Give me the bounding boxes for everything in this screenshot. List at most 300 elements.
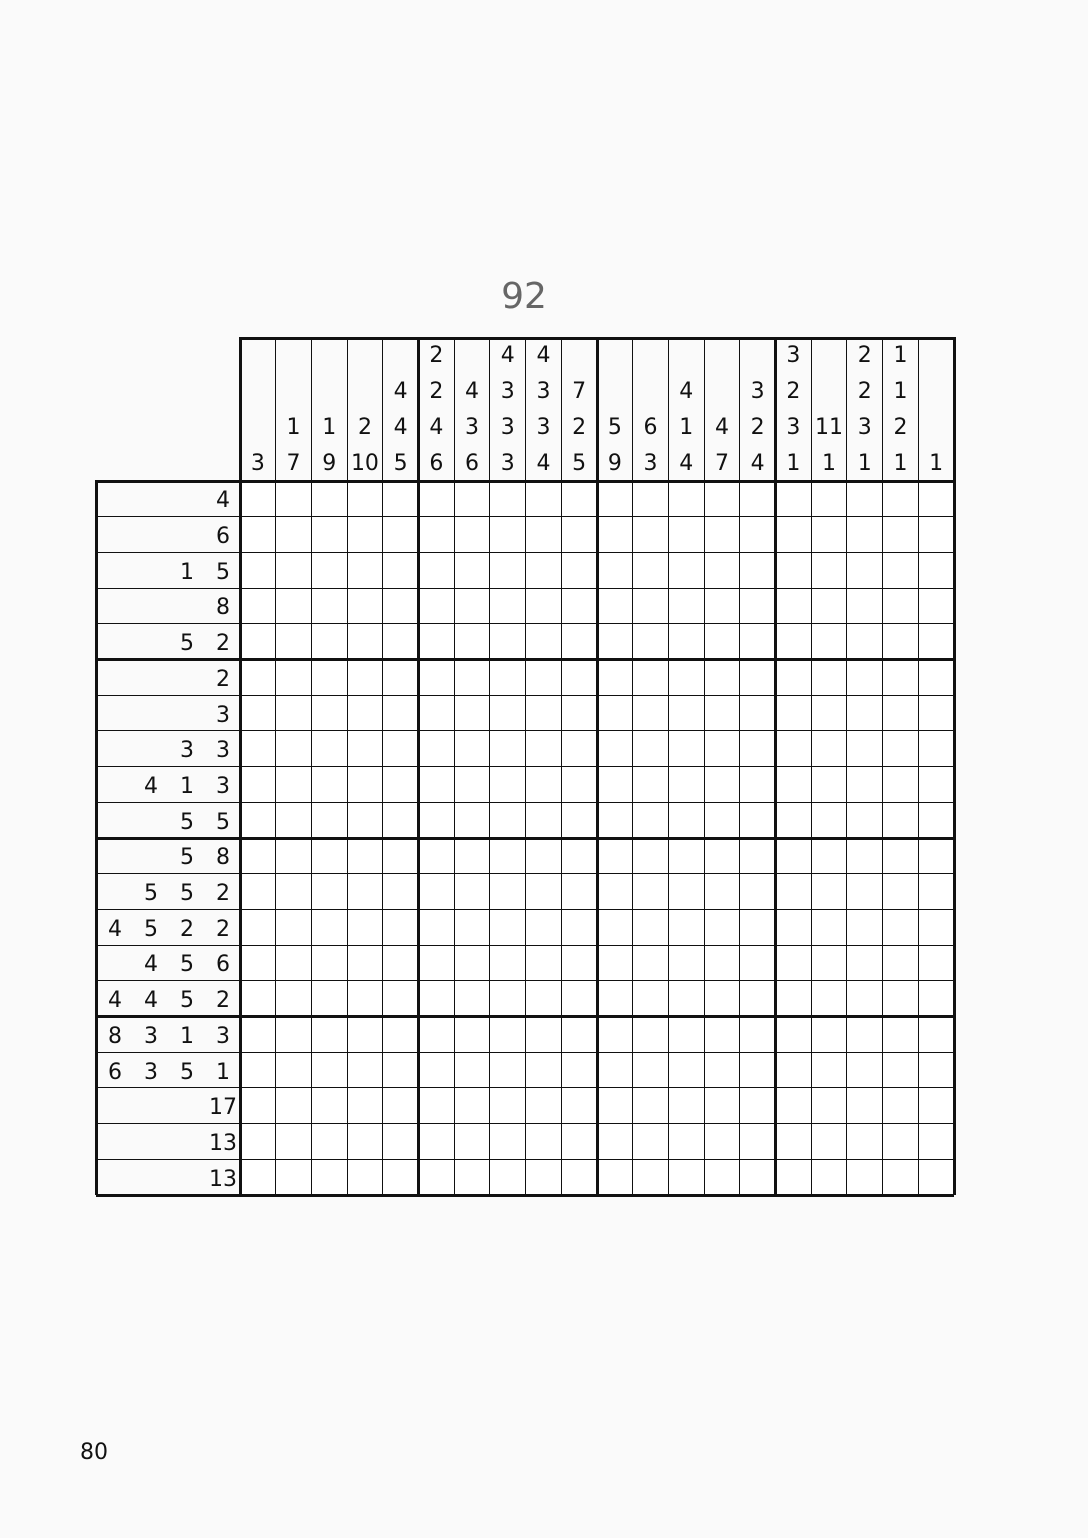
grid-cell[interactable] [740, 588, 776, 624]
grid-cell[interactable] [490, 909, 526, 945]
grid-cell[interactable] [668, 981, 704, 1017]
grid-cell[interactable] [918, 624, 954, 660]
grid-cell[interactable] [490, 802, 526, 838]
grid-cell[interactable] [776, 660, 812, 696]
grid-cell[interactable] [276, 838, 312, 874]
grid-cell[interactable] [347, 838, 383, 874]
grid-cell[interactable] [776, 909, 812, 945]
grid-cell[interactable] [883, 838, 919, 874]
grid-cell[interactable] [490, 838, 526, 874]
grid-cell[interactable] [633, 588, 669, 624]
grid-cell[interactable] [883, 552, 919, 588]
grid-cell[interactable] [740, 767, 776, 803]
grid-cell[interactable] [490, 731, 526, 767]
grid-cell[interactable] [311, 945, 347, 981]
grid-cell[interactable] [311, 517, 347, 553]
grid-cell[interactable] [561, 981, 597, 1017]
grid-cell[interactable] [311, 838, 347, 874]
grid-cell[interactable] [526, 731, 562, 767]
grid-cell[interactable] [347, 981, 383, 1017]
grid-cell[interactable] [276, 1017, 312, 1053]
grid-cell[interactable] [597, 624, 633, 660]
grid-cell[interactable] [740, 731, 776, 767]
grid-cell[interactable] [490, 552, 526, 588]
grid-cell[interactable] [347, 1088, 383, 1124]
grid-cell[interactable] [347, 767, 383, 803]
grid-cell[interactable] [526, 1017, 562, 1053]
grid-cell[interactable] [776, 552, 812, 588]
grid-cell[interactable] [633, 660, 669, 696]
grid-cell[interactable] [633, 874, 669, 910]
grid-cell[interactable] [383, 588, 419, 624]
grid-cell[interactable] [561, 909, 597, 945]
grid-cell[interactable] [668, 1124, 704, 1160]
grid-cell[interactable] [740, 981, 776, 1017]
grid-cell[interactable] [490, 1088, 526, 1124]
grid-cell[interactable] [668, 1159, 704, 1195]
grid-cell[interactable] [704, 1052, 740, 1088]
grid-cell[interactable] [918, 1124, 954, 1160]
grid-cell[interactable] [276, 588, 312, 624]
grid-cell[interactable] [454, 1159, 490, 1195]
grid-cell[interactable] [561, 481, 597, 517]
grid-cell[interactable] [847, 1052, 883, 1088]
grid-cell[interactable] [847, 695, 883, 731]
grid-cell[interactable] [311, 767, 347, 803]
grid-cell[interactable] [740, 1052, 776, 1088]
grid-cell[interactable] [490, 945, 526, 981]
grid-cell[interactable] [847, 552, 883, 588]
grid-cell[interactable] [240, 481, 276, 517]
grid-cell[interactable] [811, 660, 847, 696]
grid-cell[interactable] [668, 874, 704, 910]
grid-cell[interactable] [383, 802, 419, 838]
grid-cell[interactable] [633, 731, 669, 767]
grid-cell[interactable] [704, 1159, 740, 1195]
grid-cell[interactable] [490, 1124, 526, 1160]
grid-cell[interactable] [383, 731, 419, 767]
grid-cell[interactable] [597, 695, 633, 731]
grid-cell[interactable] [776, 1052, 812, 1088]
grid-cell[interactable] [918, 945, 954, 981]
grid-cell[interactable] [740, 838, 776, 874]
grid-cell[interactable] [704, 909, 740, 945]
grid-cell[interactable] [811, 624, 847, 660]
grid-cell[interactable] [883, 981, 919, 1017]
grid-cell[interactable] [883, 517, 919, 553]
grid-cell[interactable] [704, 552, 740, 588]
grid-cell[interactable] [776, 481, 812, 517]
grid-cell[interactable] [668, 481, 704, 517]
grid-cell[interactable] [383, 909, 419, 945]
grid-cell[interactable] [918, 1088, 954, 1124]
grid-cell[interactable] [668, 1052, 704, 1088]
grid-cell[interactable] [776, 1124, 812, 1160]
grid-cell[interactable] [704, 945, 740, 981]
grid-cell[interactable] [526, 660, 562, 696]
grid-cell[interactable] [633, 802, 669, 838]
grid-cell[interactable] [776, 695, 812, 731]
grid-cell[interactable] [633, 695, 669, 731]
grid-cell[interactable] [561, 1159, 597, 1195]
grid-cell[interactable] [240, 1088, 276, 1124]
grid-cell[interactable] [918, 838, 954, 874]
grid-cell[interactable] [776, 838, 812, 874]
grid-cell[interactable] [633, 1124, 669, 1160]
grid-cell[interactable] [883, 1052, 919, 1088]
grid-cell[interactable] [347, 874, 383, 910]
grid-cell[interactable] [883, 767, 919, 803]
grid-cell[interactable] [311, 1124, 347, 1160]
grid-cell[interactable] [597, 1159, 633, 1195]
grid-cell[interactable] [847, 660, 883, 696]
grid-cell[interactable] [311, 588, 347, 624]
grid-cell[interactable] [240, 1052, 276, 1088]
grid-cell[interactable] [561, 1124, 597, 1160]
grid-cell[interactable] [847, 517, 883, 553]
grid-cell[interactable] [347, 1052, 383, 1088]
grid-cell[interactable] [419, 1124, 455, 1160]
grid-cell[interactable] [883, 909, 919, 945]
grid-cell[interactable] [240, 981, 276, 1017]
grid-cell[interactable] [311, 874, 347, 910]
grid-cell[interactable] [668, 767, 704, 803]
grid-cell[interactable] [419, 552, 455, 588]
grid-cell[interactable] [740, 802, 776, 838]
grid-cell[interactable] [847, 481, 883, 517]
grid-cell[interactable] [847, 981, 883, 1017]
grid-cell[interactable] [811, 1124, 847, 1160]
grid-cell[interactable] [597, 838, 633, 874]
grid-cell[interactable] [561, 802, 597, 838]
grid-cell[interactable] [454, 945, 490, 981]
grid-cell[interactable] [490, 481, 526, 517]
grid-cell[interactable] [847, 1124, 883, 1160]
grid-cell[interactable] [419, 660, 455, 696]
grid-cell[interactable] [490, 588, 526, 624]
grid-cell[interactable] [811, 588, 847, 624]
grid-cell[interactable] [347, 517, 383, 553]
grid-cell[interactable] [847, 1017, 883, 1053]
grid-cell[interactable] [776, 1017, 812, 1053]
grid-cell[interactable] [776, 731, 812, 767]
grid-cell[interactable] [561, 660, 597, 696]
grid-cell[interactable] [347, 1159, 383, 1195]
grid-cell[interactable] [633, 1017, 669, 1053]
grid-cell[interactable] [383, 481, 419, 517]
grid-cell[interactable] [847, 624, 883, 660]
grid-cell[interactable] [811, 909, 847, 945]
grid-cell[interactable] [776, 1159, 812, 1195]
grid-cell[interactable] [847, 838, 883, 874]
grid-cell[interactable] [526, 1052, 562, 1088]
grid-cell[interactable] [311, 1159, 347, 1195]
grid-cell[interactable] [276, 1052, 312, 1088]
grid-cell[interactable] [883, 945, 919, 981]
grid-cell[interactable] [704, 624, 740, 660]
grid-cell[interactable] [347, 695, 383, 731]
grid-cell[interactable] [704, 1017, 740, 1053]
grid-cell[interactable] [776, 1088, 812, 1124]
grid-cell[interactable] [811, 1088, 847, 1124]
grid-cell[interactable] [240, 517, 276, 553]
grid-cell[interactable] [454, 695, 490, 731]
grid-cell[interactable] [704, 1124, 740, 1160]
grid-cell[interactable] [526, 552, 562, 588]
grid-cell[interactable] [847, 1159, 883, 1195]
grid-cell[interactable] [419, 838, 455, 874]
grid-cell[interactable] [526, 481, 562, 517]
grid-cell[interactable] [740, 481, 776, 517]
grid-cell[interactable] [668, 552, 704, 588]
grid-cell[interactable] [240, 1159, 276, 1195]
grid-cell[interactable] [419, 945, 455, 981]
grid-cell[interactable] [347, 624, 383, 660]
grid-cell[interactable] [526, 695, 562, 731]
grid-cell[interactable] [419, 909, 455, 945]
grid-cell[interactable] [704, 838, 740, 874]
grid-cell[interactable] [526, 981, 562, 1017]
grid-cell[interactable] [740, 624, 776, 660]
grid-cell[interactable] [597, 1124, 633, 1160]
grid-cell[interactable] [668, 909, 704, 945]
grid-cell[interactable] [918, 517, 954, 553]
grid-cell[interactable] [276, 481, 312, 517]
grid-cell[interactable] [633, 481, 669, 517]
grid-cell[interactable] [526, 767, 562, 803]
grid-cell[interactable] [383, 1159, 419, 1195]
grid-cell[interactable] [311, 695, 347, 731]
grid-cell[interactable] [704, 874, 740, 910]
grid-cell[interactable] [740, 1159, 776, 1195]
grid-cell[interactable] [276, 909, 312, 945]
grid-cell[interactable] [597, 1052, 633, 1088]
grid-cell[interactable] [847, 909, 883, 945]
grid-cell[interactable] [561, 695, 597, 731]
grid-cell[interactable] [776, 588, 812, 624]
grid-cell[interactable] [526, 874, 562, 910]
grid-cell[interactable] [347, 945, 383, 981]
grid-cell[interactable] [454, 1052, 490, 1088]
grid-cell[interactable] [240, 660, 276, 696]
grid-cell[interactable] [311, 981, 347, 1017]
grid-cell[interactable] [419, 981, 455, 1017]
grid-cell[interactable] [383, 1017, 419, 1053]
grid-cell[interactable] [740, 517, 776, 553]
grid-cell[interactable] [347, 660, 383, 696]
grid-cell[interactable] [883, 1124, 919, 1160]
grid-cell[interactable] [597, 731, 633, 767]
grid-cell[interactable] [811, 1052, 847, 1088]
grid-cell[interactable] [918, 1017, 954, 1053]
grid-cell[interactable] [454, 802, 490, 838]
grid-cell[interactable] [383, 838, 419, 874]
grid-cell[interactable] [240, 695, 276, 731]
grid-cell[interactable] [847, 874, 883, 910]
grid-cell[interactable] [454, 909, 490, 945]
grid-cell[interactable] [383, 695, 419, 731]
grid-cell[interactable] [490, 981, 526, 1017]
grid-cell[interactable] [883, 588, 919, 624]
grid-cell[interactable] [883, 731, 919, 767]
grid-cell[interactable] [847, 945, 883, 981]
grid-cell[interactable] [311, 624, 347, 660]
grid-cell[interactable] [311, 731, 347, 767]
grid-cell[interactable] [776, 767, 812, 803]
grid-cell[interactable] [597, 874, 633, 910]
grid-cell[interactable] [383, 767, 419, 803]
grid-cell[interactable] [526, 1124, 562, 1160]
grid-cell[interactable] [597, 767, 633, 803]
grid-cell[interactable] [704, 517, 740, 553]
grid-cell[interactable] [633, 1088, 669, 1124]
grid-cell[interactable] [918, 909, 954, 945]
grid-cell[interactable] [240, 767, 276, 803]
grid-cell[interactable] [740, 945, 776, 981]
grid-cell[interactable] [597, 981, 633, 1017]
grid-cell[interactable] [918, 1159, 954, 1195]
grid-cell[interactable] [311, 802, 347, 838]
grid-cell[interactable] [240, 909, 276, 945]
grid-cell[interactable] [704, 1088, 740, 1124]
grid-cell[interactable] [240, 731, 276, 767]
grid-cell[interactable] [347, 552, 383, 588]
grid-cell[interactable] [668, 695, 704, 731]
grid-cell[interactable] [597, 552, 633, 588]
grid-cell[interactable] [883, 874, 919, 910]
grid-cell[interactable] [633, 1052, 669, 1088]
grid-cell[interactable] [383, 1052, 419, 1088]
grid-cell[interactable] [454, 624, 490, 660]
grid-cell[interactable] [561, 552, 597, 588]
grid-cell[interactable] [454, 481, 490, 517]
grid-cell[interactable] [811, 874, 847, 910]
grid-cell[interactable] [704, 802, 740, 838]
grid-cell[interactable] [526, 802, 562, 838]
grid-cell[interactable] [490, 1017, 526, 1053]
grid-cell[interactable] [633, 945, 669, 981]
grid-cell[interactable] [561, 624, 597, 660]
grid-cell[interactable] [811, 695, 847, 731]
grid-cell[interactable] [454, 981, 490, 1017]
grid-cell[interactable] [633, 517, 669, 553]
grid-cell[interactable] [633, 1159, 669, 1195]
grid-cell[interactable] [419, 588, 455, 624]
grid-cell[interactable] [240, 874, 276, 910]
grid-cell[interactable] [597, 802, 633, 838]
grid-cell[interactable] [276, 767, 312, 803]
grid-cell[interactable] [526, 624, 562, 660]
grid-cell[interactable] [454, 1017, 490, 1053]
grid-cell[interactable] [597, 1017, 633, 1053]
grid-cell[interactable] [276, 874, 312, 910]
grid-cell[interactable] [526, 588, 562, 624]
grid-cell[interactable] [668, 945, 704, 981]
grid-cell[interactable] [704, 588, 740, 624]
grid-cell[interactable] [597, 660, 633, 696]
grid-cell[interactable] [419, 1088, 455, 1124]
grid-cell[interactable] [383, 1088, 419, 1124]
grid-cell[interactable] [276, 552, 312, 588]
grid-cell[interactable] [883, 1159, 919, 1195]
grid-cell[interactable] [704, 731, 740, 767]
grid-cell[interactable] [597, 588, 633, 624]
grid-cell[interactable] [668, 660, 704, 696]
grid-cell[interactable] [419, 874, 455, 910]
grid-cell[interactable] [454, 874, 490, 910]
grid-cell[interactable] [668, 731, 704, 767]
grid-cell[interactable] [490, 695, 526, 731]
grid-cell[interactable] [561, 1088, 597, 1124]
grid-cell[interactable] [454, 767, 490, 803]
grid-cell[interactable] [240, 552, 276, 588]
grid-cell[interactable] [561, 767, 597, 803]
grid-cell[interactable] [776, 945, 812, 981]
grid-cell[interactable] [883, 1088, 919, 1124]
grid-cell[interactable] [276, 624, 312, 660]
grid-cell[interactable] [383, 945, 419, 981]
grid-cell[interactable] [561, 588, 597, 624]
grid-cell[interactable] [276, 695, 312, 731]
grid-cell[interactable] [597, 1088, 633, 1124]
grid-cell[interactable] [240, 1017, 276, 1053]
grid-cell[interactable] [918, 660, 954, 696]
grid-cell[interactable] [561, 838, 597, 874]
grid-cell[interactable] [811, 517, 847, 553]
grid-cell[interactable] [883, 802, 919, 838]
grid-cell[interactable] [347, 1124, 383, 1160]
grid-cell[interactable] [633, 981, 669, 1017]
grid-cell[interactable] [490, 874, 526, 910]
grid-cell[interactable] [240, 945, 276, 981]
grid-cell[interactable] [918, 588, 954, 624]
grid-cell[interactable] [811, 731, 847, 767]
grid-cell[interactable] [419, 1017, 455, 1053]
grid-cell[interactable] [668, 1088, 704, 1124]
grid-cell[interactable] [811, 552, 847, 588]
grid-cell[interactable] [240, 624, 276, 660]
grid-cell[interactable] [419, 1159, 455, 1195]
grid-cell[interactable] [811, 481, 847, 517]
grid-cell[interactable] [240, 802, 276, 838]
grid-cell[interactable] [668, 838, 704, 874]
grid-cell[interactable] [918, 1052, 954, 1088]
grid-cell[interactable] [883, 481, 919, 517]
grid-cell[interactable] [740, 660, 776, 696]
grid-cell[interactable] [847, 1088, 883, 1124]
grid-cell[interactable] [740, 874, 776, 910]
grid-cell[interactable] [526, 909, 562, 945]
grid-cell[interactable] [454, 552, 490, 588]
grid-cell[interactable] [276, 660, 312, 696]
grid-cell[interactable] [383, 552, 419, 588]
grid-cell[interactable] [490, 767, 526, 803]
grid-cell[interactable] [668, 517, 704, 553]
grid-cell[interactable] [383, 624, 419, 660]
grid-cell[interactable] [526, 1088, 562, 1124]
grid-cell[interactable] [347, 1017, 383, 1053]
grid-cell[interactable] [740, 1088, 776, 1124]
grid-cell[interactable] [526, 945, 562, 981]
grid-cell[interactable] [704, 481, 740, 517]
grid-cell[interactable] [526, 517, 562, 553]
grid-cell[interactable] [490, 517, 526, 553]
grid-cell[interactable] [276, 1088, 312, 1124]
grid-cell[interactable] [276, 517, 312, 553]
grid-cell[interactable] [597, 909, 633, 945]
grid-cell[interactable] [668, 802, 704, 838]
grid-cell[interactable] [561, 1017, 597, 1053]
